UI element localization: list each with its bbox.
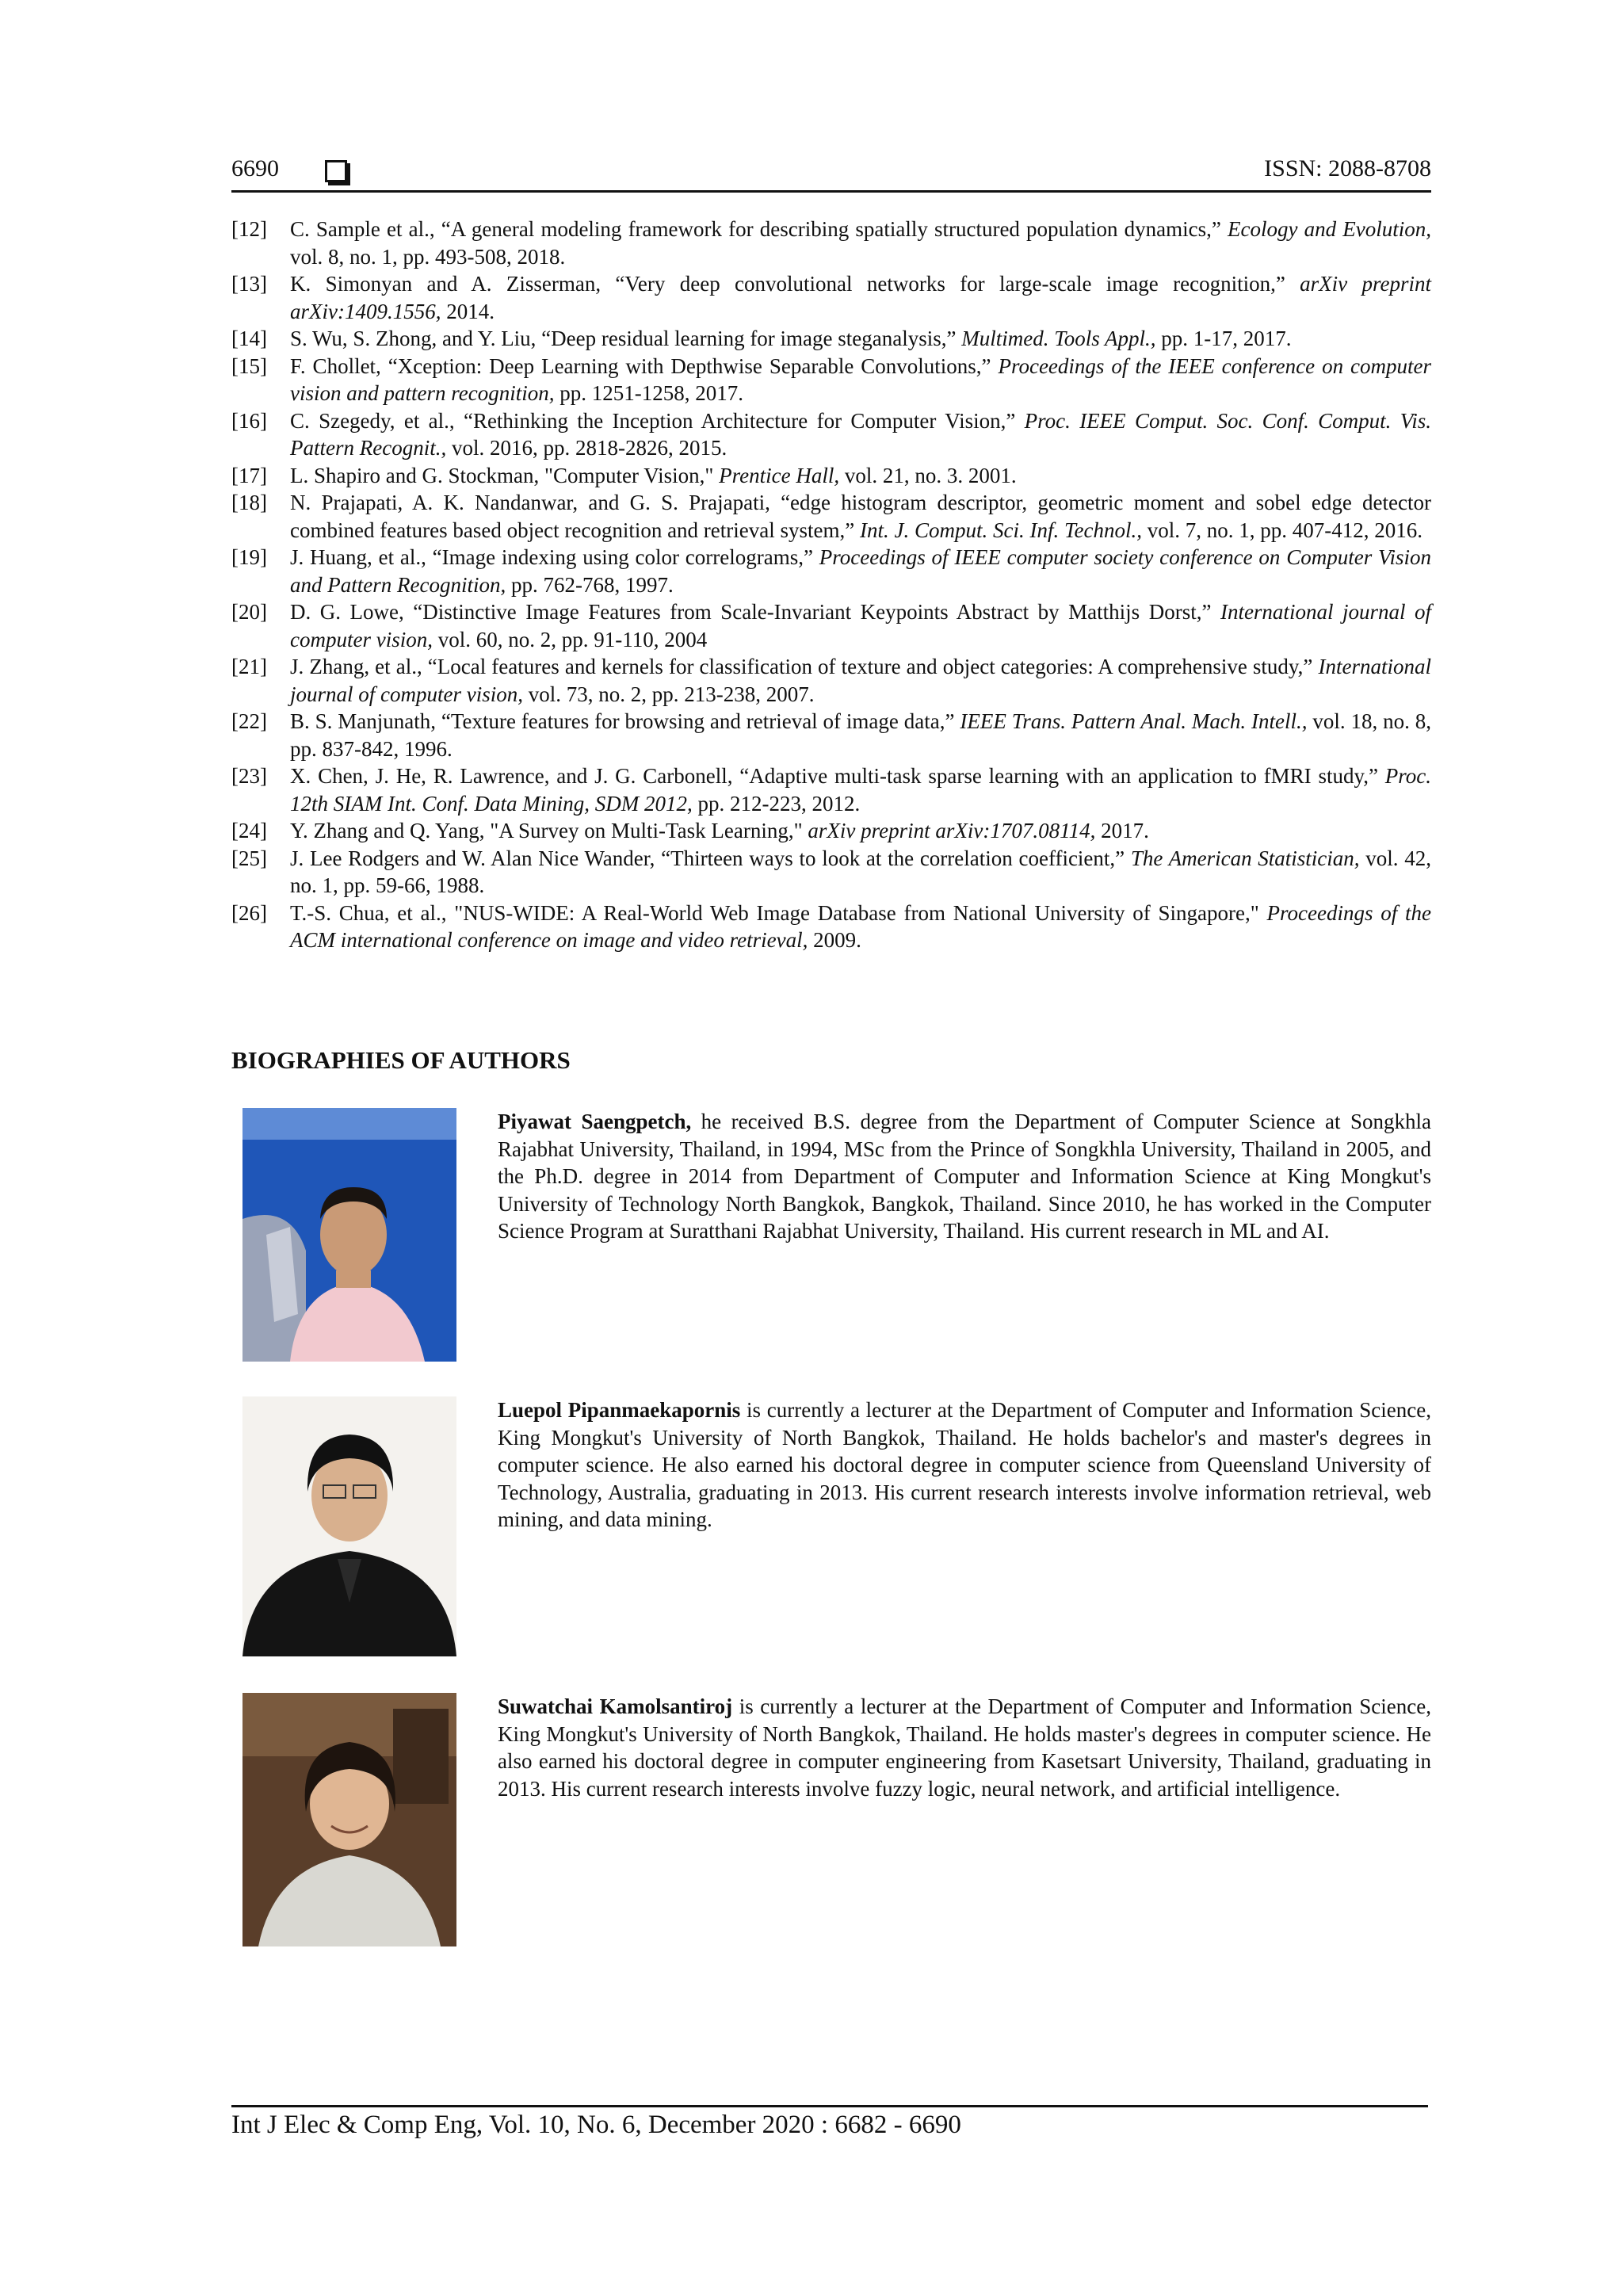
reference-number: [16]	[231, 408, 267, 433]
reference-item	[231, 708, 1431, 762]
reference-segment: F. Chollet, “Xception: Deep Learning with Depthwise Separable Convolutions,”	[290, 353, 999, 378]
reference-text	[290, 489, 1431, 544]
author-description-3: is currently a lecturer at the Department of Computer and Information Science, King Mongkut's University of North Bangkok, Thailand. He holds master's degrees in computer science. He also earned his doctoral degree in computer engineering from Kasetsart University, Thailand, graduating in 2013. His current research interests involve fuzzy logic, neural network, and artificial intelligence.	[498, 1694, 1431, 1801]
reference-text	[290, 653, 1431, 708]
reference-segment: J. Zhang, et al., “Local features and kernels for classification of texture and object categories: A comprehensive study,”	[290, 655, 1319, 678]
page-footer: Int J Elec & Comp Eng, Vol. 10, No. 6, December 2020 : 6682 - 6690	[231, 2105, 1428, 2140]
reference-text	[290, 817, 1431, 845]
reference-item	[231, 353, 1431, 407]
reference-source: arXiv preprint arXiv:1707.08114,	[808, 819, 1096, 842]
reference-item	[231, 598, 1431, 653]
reference-source: Ecology and Evolution,	[1228, 217, 1431, 241]
reference-item	[231, 762, 1431, 817]
author-name-1: Piyawat Saengpetch,	[498, 1110, 692, 1133]
reference-text	[290, 270, 1431, 325]
reference-number: [25]	[231, 846, 267, 870]
reference-segment: pp. 762-768, 1997.	[506, 572, 674, 597]
author-description-1: he received B.S. degree from the Department of Computer Science at Songkhla Rajabhat University, Thailand, in 1994, MSc from the Prince of Songkhla University, Thailand in 2005, and the Ph.D. degree in 2014 from Department of Computer and Information Science at King Mongkut's University of Technology North Bangkok, Bangkok, Thailand. Since 2010, he has worked in the Computer Science Program at Suratthani Rajabhat University, Thailand. His current research in ML and AI.	[498, 1110, 1431, 1243]
reference-segment: 2014.	[441, 299, 495, 323]
reference-source: International journal of computer vision,	[290, 600, 1431, 651]
reference-item	[231, 817, 1431, 845]
reference-text	[290, 325, 1431, 353]
reference-number: [12]	[231, 217, 267, 241]
reference-source: arXiv preprint arXiv:1409.1556,	[290, 272, 1431, 323]
reference-segment: 2009.	[808, 928, 861, 952]
reference-source: Prentice Hall,	[719, 463, 840, 487]
reference-source: Proceedings of IEEE computer society conference on Computer Vision and Pattern Recognition,	[290, 545, 1431, 597]
reference-segment: vol. 18, no. 8, pp. 837-842, 1996.	[290, 709, 1431, 761]
reference-item	[231, 407, 1431, 462]
reference-source: IEEE Trans. Pattern Anal. Mach. Intell.,	[960, 709, 1308, 733]
reference-segment: T.-S. Chua, et al., "NUS-WIDE: A Real-World Web Image Database from National University of Singapore,"	[290, 900, 1267, 925]
reference-number: [20]	[231, 600, 267, 624]
author-description-2: is currently a lecturer at the Department of Computer and Information Science, King Mongkut's University of North Bangkok, Thailand. He holds bachelor's and master's degrees in computer science. He also earned his doctoral degree in computer science from Queensland University of Technology, Australia, graduating in 2013. His current research interests involve information retrieval, web mining, and data mining.	[498, 1398, 1431, 1531]
reference-source: International journal of computer vision,	[290, 655, 1431, 706]
reference-number: [14]	[231, 327, 267, 350]
reference-item	[231, 270, 1431, 325]
reference-text	[290, 544, 1431, 598]
author-photo-3	[242, 1693, 456, 1946]
reference-number: [15]	[231, 353, 267, 378]
biographies-heading: BIOGRAPHIES OF AUTHORS	[231, 1046, 571, 1074]
reference-item	[231, 216, 1431, 270]
reference-item	[231, 845, 1431, 900]
reference-number: [26]	[231, 900, 267, 925]
reference-segment: C. Szegedy, et al., “Rethinking the Inception Architecture for Computer Vision,”	[290, 408, 1025, 433]
reference-segment: Y. Zhang and Q. Yang, "A Survey on Multi-Task Learning,"	[290, 819, 808, 842]
reference-segment: vol. 42, no. 1, pp. 59-66, 1988.	[290, 846, 1431, 897]
reference-segment: X. Chen, J. He, R. Lawrence, and J. G. Carbonell, “Adaptive multi-task sparse learning with an application to fMRI study,”	[290, 764, 1385, 788]
page-number: 6690	[231, 155, 279, 181]
reference-segment: J. Huang, et al., “Image indexing using color correlograms,”	[290, 545, 819, 569]
reference-item	[231, 544, 1431, 598]
reference-text	[290, 462, 1431, 490]
reference-number: [24]	[231, 819, 267, 842]
reference-segment: D. G. Lowe, “Distinctive Image Features from Scale-Invariant Keypoints Abstract by Matthijs Dorst,”	[290, 600, 1220, 624]
reference-text	[290, 900, 1431, 954]
reference-text	[290, 762, 1431, 817]
reference-segment: vol. 8, no. 1, pp. 493-508, 2018.	[290, 244, 566, 269]
reference-segment: J. Lee Rodgers and W. Alan Nice Wander, “Thirteen ways to look at the correlation coefficient,”	[290, 846, 1131, 870]
reference-item	[231, 489, 1431, 544]
reference-source: Proceedings of the ACM international conference on image and video retrieval,	[290, 900, 1432, 952]
page-header	[231, 155, 1431, 193]
reference-segment: vol. 7, no. 1, pp. 407-412, 2016.	[1141, 518, 1423, 542]
reference-segment: pp. 212-223, 2012.	[692, 791, 861, 816]
author-photo-1	[242, 1108, 456, 1362]
issn-label: ISSN: 2088-8708	[1264, 155, 1431, 181]
reference-source: Int. J. Comput. Sci. Inf. Technol.,	[859, 518, 1142, 542]
checkbox-square-icon	[325, 160, 347, 182]
reference-segment: vol. 73, no. 2, pp. 213-238, 2007.	[522, 682, 815, 706]
reference-source: The American Statistician,	[1130, 846, 1360, 870]
reference-segment: pp. 1-17, 2017.	[1155, 327, 1292, 350]
reference-source: Proc. 12th SIAM Int. Conf. Data Mining, SDM 2012,	[290, 764, 1431, 816]
reference-item	[231, 900, 1431, 954]
reference-segment: 2017.	[1095, 819, 1149, 842]
reference-list	[231, 216, 1431, 954]
reference-text	[290, 598, 1431, 653]
author-bio-text-1	[498, 1108, 1431, 1245]
author-bio-text-2	[498, 1396, 1431, 1534]
reference-item	[231, 462, 1431, 490]
reference-segment: S. Wu, S. Zhong, and Y. Liu, “Deep residual learning for image steganalysis,”	[290, 327, 962, 350]
reference-text	[290, 353, 1431, 407]
reference-item	[231, 325, 1431, 353]
reference-segment: vol. 21, no. 3. 2001.	[839, 463, 1017, 487]
reference-text	[290, 708, 1431, 762]
reference-source: Multimed. Tools Appl.,	[961, 327, 1156, 350]
reference-number: [17]	[231, 463, 267, 487]
author-name-2: Luepol Pipanmaekapornis	[498, 1398, 741, 1422]
reference-source: Proceedings of the IEEE conference on computer vision and pattern recognition,	[290, 353, 1431, 405]
reference-segment: C. Sample et al., “A general modeling framework for describing spatially structured population dynamics,”	[290, 217, 1228, 241]
author-bio-text-3	[498, 1693, 1431, 1802]
reference-segment: pp. 1251-1258, 2017.	[554, 381, 743, 405]
reference-segment: vol. 60, no. 2, pp. 91-110, 2004	[432, 627, 708, 651]
reference-text	[290, 216, 1431, 270]
reference-number: [23]	[231, 764, 267, 788]
reference-segment: B. S. Manjunath, “Texture features for browsing and retrieval of image data,”	[290, 709, 960, 733]
reference-number: [18]	[231, 491, 267, 514]
reference-number: [21]	[231, 655, 267, 678]
reference-segment: vol. 2016, pp. 2818-2826, 2015.	[446, 436, 727, 460]
reference-text	[290, 845, 1431, 900]
reference-number: [22]	[231, 709, 267, 733]
reference-segment: L. Shapiro and G. Stockman, "Computer Vision,"	[290, 463, 720, 487]
reference-segment: N. Prajapati, A. K. Nandanwar, and G. S. Prajapati, “edge histogram descriptor, geometric moment and sobel edge detector combined features based object recognition and retrieval system,”	[290, 491, 1431, 542]
reference-number: [19]	[231, 545, 267, 569]
reference-text	[290, 407, 1431, 462]
reference-segment: K. Simonyan and A. Zisserman, “Very deep convolutional networks for large-scale image recognition,”	[290, 272, 1300, 296]
reference-source: Proc. IEEE Comput. Soc. Conf. Comput. Vis. Pattern Recognit.,	[290, 408, 1431, 460]
author-name-3: Suwatchai Kamolsantiroj	[498, 1694, 733, 1718]
reference-number: [13]	[231, 272, 267, 296]
reference-item	[231, 653, 1431, 708]
author-photo-2	[242, 1396, 456, 1656]
